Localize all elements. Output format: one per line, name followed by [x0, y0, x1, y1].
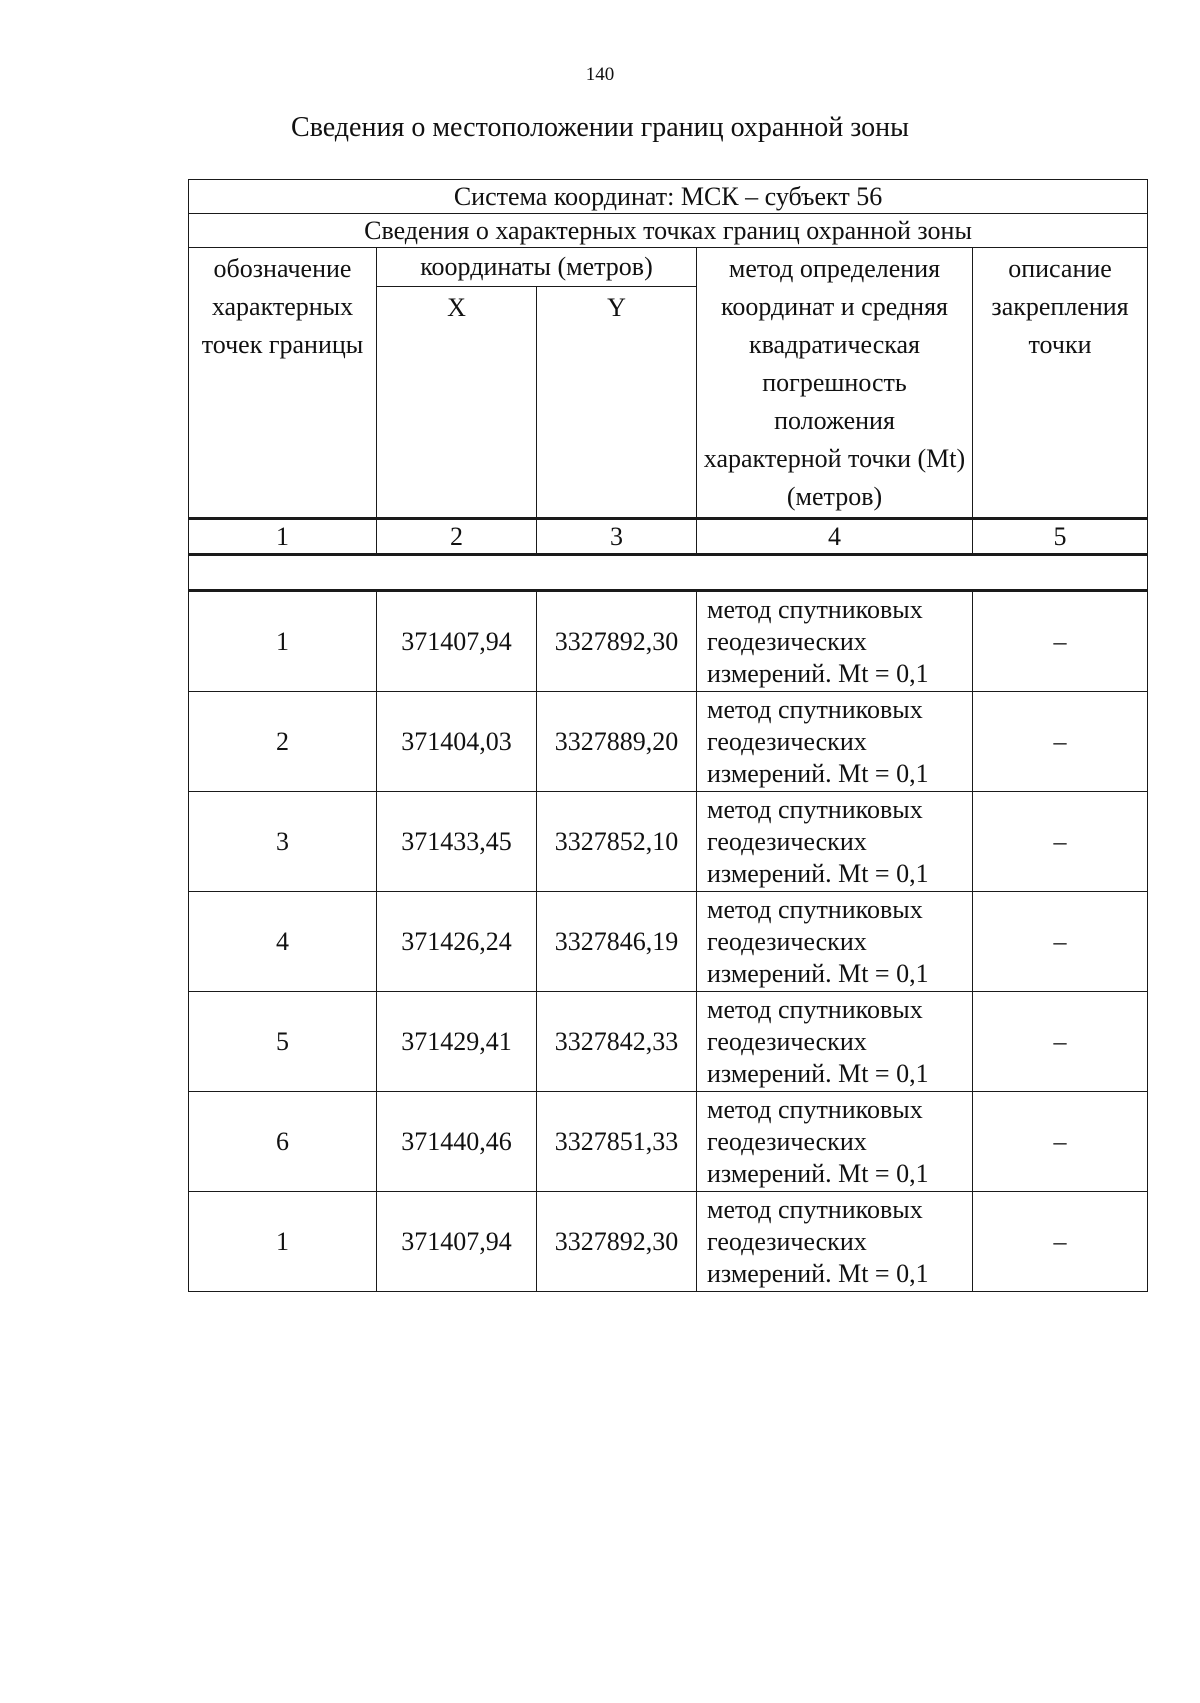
- x-coordinate: 371426,24: [377, 892, 537, 992]
- x-coordinate: 371407,94: [377, 1192, 537, 1292]
- x-coordinate: 371429,41: [377, 992, 537, 1092]
- description-cell: –: [973, 591, 1148, 692]
- table-row: [189, 692, 1148, 792]
- point-number: 2: [189, 692, 377, 792]
- method-cell: метод спутниковых геодезических измерений. Mt = 0,1: [697, 1192, 973, 1292]
- y-coordinate: 3327892,30: [537, 1192, 697, 1292]
- description-cell: –: [973, 792, 1148, 892]
- section-title: Сведения о характерных точках границ охранной зоны: [189, 214, 1148, 248]
- y-coordinate: 3327889,20: [537, 692, 697, 792]
- x-coordinate: 371433,45: [377, 792, 537, 892]
- y-coordinate: 3327892,30: [537, 591, 697, 692]
- column-number: 4: [697, 519, 973, 555]
- y-coordinate: 3327842,33: [537, 992, 697, 1092]
- header-description: описание закрепления точки: [973, 248, 1148, 519]
- description-cell: –: [973, 1192, 1148, 1292]
- header-designation: обозначение характерных точек границы: [189, 248, 377, 519]
- boundary-points-table: [188, 179, 1148, 1292]
- point-number: 4: [189, 892, 377, 992]
- point-number: 1: [189, 1192, 377, 1292]
- column-number: 2: [377, 519, 537, 555]
- method-cell: метод спутниковых геодезических измерений. Mt = 0,1: [697, 892, 973, 992]
- table-row: [189, 992, 1148, 1092]
- section-title-row: [189, 214, 1148, 248]
- document-title: Сведения о местоположении границ охранной зоны: [291, 112, 909, 143]
- point-number: 5: [189, 992, 377, 1092]
- description-cell: –: [973, 1092, 1148, 1192]
- method-cell: метод спутниковых геодезических измерений. Mt = 0,1: [697, 792, 973, 892]
- description-cell: –: [973, 992, 1148, 1092]
- point-number: 6: [189, 1092, 377, 1192]
- coordinate-system-label: Система координат: МСК – субъект 56: [189, 180, 1148, 214]
- x-coordinate: 371404,03: [377, 692, 537, 792]
- table-row: [189, 1092, 1148, 1192]
- method-cell: метод спутниковых геодезических измерений. Mt = 0,1: [697, 692, 973, 792]
- page-number: 140: [585, 64, 615, 85]
- header-row: [189, 248, 1148, 287]
- x-coordinate: 371407,94: [377, 591, 537, 692]
- table-row: [189, 1192, 1148, 1292]
- header-method: метод определения координат и средняя квадратическая погрешность положения характерной точки (Mt) (метров): [697, 248, 973, 519]
- table-row: [189, 892, 1148, 992]
- method-cell: метод спутниковых геодезических измерений. Mt = 0,1: [697, 591, 973, 692]
- empty-row: [189, 555, 1148, 591]
- header-x: X: [377, 287, 537, 519]
- point-number: 1: [189, 591, 377, 692]
- column-number: 1: [189, 519, 377, 555]
- x-coordinate: 371440,46: [377, 1092, 537, 1192]
- empty-cell: [189, 555, 1148, 591]
- column-number-row: [189, 519, 1148, 555]
- method-cell: метод спутниковых геодезических измерений. Mt = 0,1: [697, 992, 973, 1092]
- description-cell: –: [973, 692, 1148, 792]
- description-cell: –: [973, 892, 1148, 992]
- method-cell: метод спутниковых геодезических измерений. Mt = 0,1: [697, 1092, 973, 1192]
- coordinate-system-row: [189, 180, 1148, 214]
- y-coordinate: 3327846,19: [537, 892, 697, 992]
- table-row: [189, 792, 1148, 892]
- column-number: 5: [973, 519, 1148, 555]
- header-y: Y: [537, 287, 697, 519]
- y-coordinate: 3327851,33: [537, 1092, 697, 1192]
- header-coordinates: координаты (метров): [377, 248, 697, 287]
- point-number: 3: [189, 792, 377, 892]
- column-number: 3: [537, 519, 697, 555]
- table-row: [189, 591, 1148, 692]
- y-coordinate: 3327852,10: [537, 792, 697, 892]
